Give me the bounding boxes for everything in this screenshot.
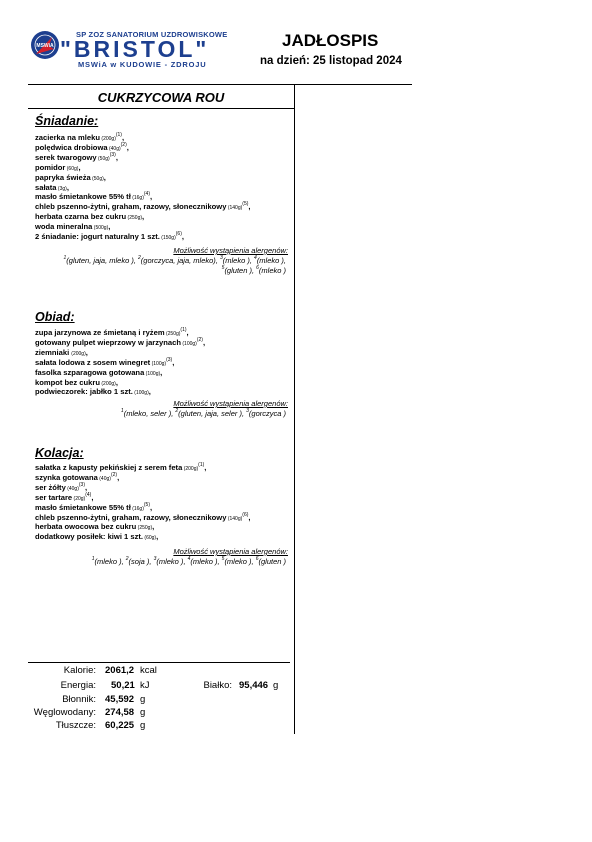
dinner-allergens: $^1$(mleko ), $^2$(soja ), $^3$(mleko ), $^4$(mleko ), $^5$(mleko ), $^6$(gluten )	[91, 556, 286, 566]
menu-item-name: zupa jarzynowa ze śmietaną i ryżem	[35, 328, 165, 337]
menu-item-quantity: (250g)	[164, 331, 181, 337]
allergen-entry	[175, 409, 242, 418]
menu-item-quantity: (3g)	[56, 185, 67, 192]
calories-unit: kcal	[140, 665, 157, 676]
allergen-number: 4	[187, 556, 191, 562]
menu-item: herbata czarna bez cukru (250g),	[35, 212, 145, 222]
allergen-text: (gorczyca, jaja, mleko)	[140, 256, 216, 265]
allergen-entry	[121, 409, 171, 418]
allergen-text: (mleko )	[258, 266, 286, 275]
protein-value: 95,446	[239, 680, 269, 691]
allergen-entry	[222, 266, 252, 275]
menu-item-quantity: (200g)	[100, 136, 116, 142]
allergen-entry	[246, 409, 286, 418]
calories-value: 2061,2	[105, 665, 135, 676]
allergen-ref: (5)	[143, 501, 150, 508]
allergen-number: 3	[246, 408, 249, 414]
allergen-text: (gluten )	[224, 266, 252, 275]
logo-top-text: SP ZOZ SANATORIUM UZDROWISKOWE	[76, 30, 228, 39]
allergen-number: 3	[219, 255, 223, 261]
allergen-ref: (6)	[175, 231, 182, 238]
menu-item-quantity: (140g)	[226, 515, 243, 522]
diet-divider	[28, 108, 294, 109]
allergen-text: (mleko )	[224, 557, 252, 566]
menu-item: polędwica drobiowa $(40g)^{(2)}$,	[35, 141, 129, 152]
allergen-number: 5	[221, 556, 225, 562]
menu-item-quantity: (150g)	[159, 235, 176, 242]
menu-item-quantity: (50g)	[90, 175, 104, 182]
menu-item-quantity: (20g)	[72, 495, 86, 502]
logo-name: "BRISTOL"	[60, 36, 210, 62]
menu-item: serek twarogowy $(50g)^{(3)}$,	[35, 151, 118, 162]
allergen-number: 2	[138, 255, 141, 261]
dinner-items	[35, 464, 290, 543]
lunch-items	[35, 329, 290, 398]
column-divider	[294, 84, 295, 734]
menu-item: gotowany pulpet wieprzowy w jarzynach $(100g)^{(2)}$,	[35, 336, 206, 347]
carbs-unit: g	[140, 707, 146, 718]
menu-item-quantity: (140g)	[226, 205, 243, 212]
allergen-entry	[256, 266, 286, 275]
allergen-text: (mleko )	[222, 256, 250, 265]
allergen-text: (gluten, jaja, mleko )	[66, 256, 134, 265]
menu-item-name: fasolka szparagowa gotowana	[35, 367, 145, 377]
menu-item-name: ser żółty	[35, 482, 66, 492]
menu-item-quantity: (100g)	[132, 390, 149, 397]
menu-date: na dzień: 25 listopad 2024	[260, 55, 402, 67]
diet-name: CUKRZYCOWA ROU	[97, 90, 225, 105]
allergen-ref: (2)	[120, 141, 127, 148]
menu-item: zupa jarzynowa ze śmietaną i ryżem $(250g)^{(1)}$,	[35, 327, 189, 337]
menu-item-quantity: (200g)	[99, 380, 116, 387]
allergen-text: (mleko )	[94, 557, 122, 566]
allergen-text: (mleko, seler )	[123, 409, 172, 418]
menu-item: woda mineralna (500g),	[35, 222, 111, 232]
allergen-number: 1	[120, 408, 124, 414]
menu-item-name: gotowany pulpet wieprzowy w jarzynach	[35, 337, 181, 347]
menu-item: dodatkowy posiłek: kiwi 1 szt. (60g),	[35, 532, 159, 542]
menu-item-name: zacierka na mleku	[35, 133, 101, 142]
calories-label: Kalorie:	[63, 665, 96, 676]
allergen-number: 1	[63, 255, 67, 261]
allergen-ref: (5)	[242, 201, 249, 208]
menu-item: masło śmietankowe 55% tł $(16g)^{(4)}$,	[35, 191, 153, 202]
logo-emblem-icon	[30, 30, 60, 60]
breakfast-allergens: $^1$(gluten, jaja, mleko ), $^2$(gorczyca, jaja, mleko), $^3$(mleko ), $^4$(mleko ), $^5$(gluten ), $^6$(mleko )	[63, 255, 286, 275]
allergen-entry	[64, 256, 134, 265]
menu-item: pomidor (60g),	[35, 162, 81, 172]
protein-label: Białko:	[203, 680, 232, 691]
fiber-label: Błonnik:	[62, 694, 96, 705]
menu-item-quantity: (200g)	[182, 466, 199, 472]
lunch-allergens: $^1$(mleko, seler ), $^2$(gluten, jaja, seler ), $^3$(gorczyca )	[120, 408, 286, 418]
protein-unit: g	[273, 680, 279, 691]
menu-item-quantity: (100g)	[181, 340, 197, 347]
menu-item: papryka świeża (50g),	[35, 172, 106, 182]
menu-item-name: pomidor	[35, 162, 66, 172]
menu-item-quantity: (250g)	[126, 215, 143, 222]
allergen-ref: (3)	[78, 481, 85, 488]
menu-item: kompot bez cukru (200g),	[35, 377, 118, 387]
allergen-number: 4	[254, 255, 257, 261]
allergen-text: (mleko )	[190, 557, 218, 566]
menu-item-quantity: (500g)	[92, 225, 109, 232]
menu-item: ziemniaki (200g),	[35, 347, 88, 357]
menu-item-name: chleb pszenno-żytni, graham, razowy, słonecznikowy	[35, 512, 227, 522]
menu-item-quantity: (200g)	[71, 350, 86, 357]
allergen-entry	[138, 256, 216, 265]
fat-value: 60,225	[105, 720, 135, 731]
menu-item-name: 2 śniadanie: jogurt naturalny 1 szt.	[35, 232, 160, 242]
page-title: JADŁOSPIS	[282, 31, 379, 50]
menu-item-quantity: (40g)	[107, 145, 121, 152]
menu-item-quantity: (16g)	[130, 195, 144, 202]
allergen-text: (mleko )	[256, 256, 284, 265]
allergen-text: (soja )	[128, 557, 150, 566]
allergen-ref: (3)	[166, 356, 173, 363]
menu-item-quantity: (60g)	[65, 165, 79, 172]
carbs-value: 274,58	[105, 707, 135, 718]
allergen-ref: (2)	[110, 471, 118, 478]
section-title-dinner: Kolacja:	[35, 446, 84, 460]
menu-item-name: serek twarogowy	[35, 152, 97, 162]
menu-item: 2 śniadanie: jogurt naturalny 1 szt. $(150g)^{(6)}$,	[35, 231, 184, 242]
menu-item-name: masło śmietankowe 55% tł	[35, 502, 131, 512]
menu-item-name: chleb pszenno-żytni, graham, razowy, słonecznikowy	[35, 202, 227, 212]
section-title-breakfast: Śniadanie:	[35, 114, 99, 128]
menu-item: zacierka na mleku $(200g)^{(1)}$,	[35, 132, 125, 142]
energy-unit: kJ	[140, 680, 150, 691]
allergen-ref: (6)	[242, 511, 249, 518]
logo-subtitle: MSWiA w KUDOWIE - ZDROJU	[78, 60, 207, 69]
menu-item: sałatka z kapusty pekińskiej z serem feta $(200g)^{(1)}$,	[35, 462, 207, 472]
menu-item: fasolka szparagowa gotowana (100g),	[35, 367, 163, 377]
menu-item: ser żółty $(40g)^{(3)}$,	[35, 481, 88, 492]
allergen-ref: (1)	[180, 327, 187, 333]
menu-item: szynka gotowana $(40g)^{(2)}$,	[35, 471, 120, 482]
header-divider	[28, 84, 412, 85]
allergen-entry	[254, 256, 284, 265]
allergen-entry	[92, 557, 122, 566]
menu-item-quantity: (40g)	[97, 475, 111, 482]
menu-item: herbata owocowa bez cukru (250g),	[35, 522, 155, 532]
allergen-text: (gorczyca )	[248, 409, 286, 418]
menu-item-name: masło śmietankowe 55% tł	[35, 192, 131, 202]
fat-unit: g	[140, 720, 146, 731]
allergen-number: 6	[256, 265, 259, 271]
lunch-allergen-title: Możliwość wystąpienia alergenów:	[173, 399, 288, 408]
menu-item: masło śmietankowe 55% tł $(16g)^{(5)}$,	[35, 501, 153, 512]
energy-label: Energia:	[60, 680, 96, 691]
allergen-number: 5	[221, 265, 225, 271]
allergen-entry	[126, 557, 150, 566]
menu-item: ser tartare $(20g)^{(4)}$,	[35, 491, 94, 502]
carbs-label: Węglowodany:	[33, 707, 96, 718]
menu-item-name: sałata lodowa z sosem winegret	[35, 357, 151, 367]
menu-item-name: kompot bez cukru	[35, 377, 100, 387]
fat-label: Tłuszcze:	[55, 720, 96, 731]
allergen-number: 2	[125, 556, 129, 562]
allergen-number: 2	[175, 408, 179, 414]
menu-item-name: papryka świeża	[35, 172, 91, 182]
allergen-entry	[188, 557, 218, 566]
menu-item-quantity: (60g)	[143, 535, 157, 542]
menu-item-name: ser tartare	[35, 492, 73, 502]
allergen-number: 1	[91, 556, 95, 562]
menu-item-name: sałata	[35, 182, 57, 192]
section-title-lunch: Obiad:	[35, 310, 75, 324]
menu-item: sałata (3g),	[35, 182, 69, 192]
breakfast-items	[35, 134, 290, 243]
allergen-text: (mleko )	[156, 557, 184, 566]
menu-item-name: sałatka z kapusty pekińskiej z serem feta	[35, 463, 183, 472]
menu-item-quantity: (100g)	[144, 370, 161, 377]
allergen-number: 3	[153, 556, 157, 562]
fiber-value: 45,592	[105, 694, 135, 705]
allergen-ref: (2)	[196, 336, 203, 343]
allergen-text: (gluten )	[258, 557, 286, 566]
breakfast-allergen-title: Możliwość wystąpienia alergenów:	[173, 246, 288, 255]
dinner-allergen-title: Możliwość wystąpienia alergenów:	[173, 547, 288, 556]
menu-item-name: szynka gotowana	[35, 472, 98, 482]
allergen-number: 6	[255, 556, 259, 562]
allergen-ref: (3)	[109, 151, 116, 158]
menu-item-name: podwieczorek: jabłko 1 szt.	[35, 387, 133, 397]
menu-item-name: ziemniaki	[35, 347, 72, 357]
menu-item: chleb pszenno-żytni, graham, razowy, słonecznikowy $(140g)^{(6)}$,	[35, 511, 251, 522]
allergen-entry	[222, 557, 252, 566]
allergen-text: (gluten, jaja, seler )	[178, 409, 242, 418]
menu-item-name: dodatkowy posiłek: kiwi 1 szt.	[35, 532, 144, 542]
allergen-ref: (1)	[198, 462, 205, 468]
nutrition-divider	[28, 662, 290, 663]
allergen-ref: (1)	[115, 132, 122, 138]
allergen-ref: (4)	[85, 491, 92, 498]
allergen-entry	[256, 557, 286, 566]
menu-item-quantity: (50g)	[96, 155, 110, 162]
allergen-entry	[220, 256, 250, 265]
menu-item-name: polędwica drobiowa	[35, 142, 108, 152]
menu-item-quantity: (250g)	[136, 525, 153, 532]
allergen-ref: (4)	[143, 191, 150, 198]
menu-item-quantity: (40g)	[65, 485, 79, 492]
menu-item: podwieczorek: jabłko 1 szt. (100g),	[35, 387, 151, 397]
menu-item-quantity: (100g)	[150, 360, 167, 367]
menu-item-name: herbata czarna bez cukru	[35, 212, 127, 222]
menu-item: chleb pszenno-żytni, graham, razowy, słonecznikowy $(140g)^{(5)}$,	[35, 201, 251, 212]
menu-item: sałata lodowa z sosem winegret $(100g)^{(3)}$,	[35, 356, 175, 367]
logo-emblem-text: MSWiA	[36, 43, 54, 49]
energy-value: 50,21	[111, 680, 135, 691]
fiber-unit: g	[140, 694, 146, 705]
menu-item-quantity: (16g)	[130, 505, 144, 512]
menu-item-name: woda mineralna	[35, 222, 93, 232]
allergen-entry	[154, 557, 184, 566]
menu-item-name: herbata owocowa bez cukru	[35, 522, 137, 532]
